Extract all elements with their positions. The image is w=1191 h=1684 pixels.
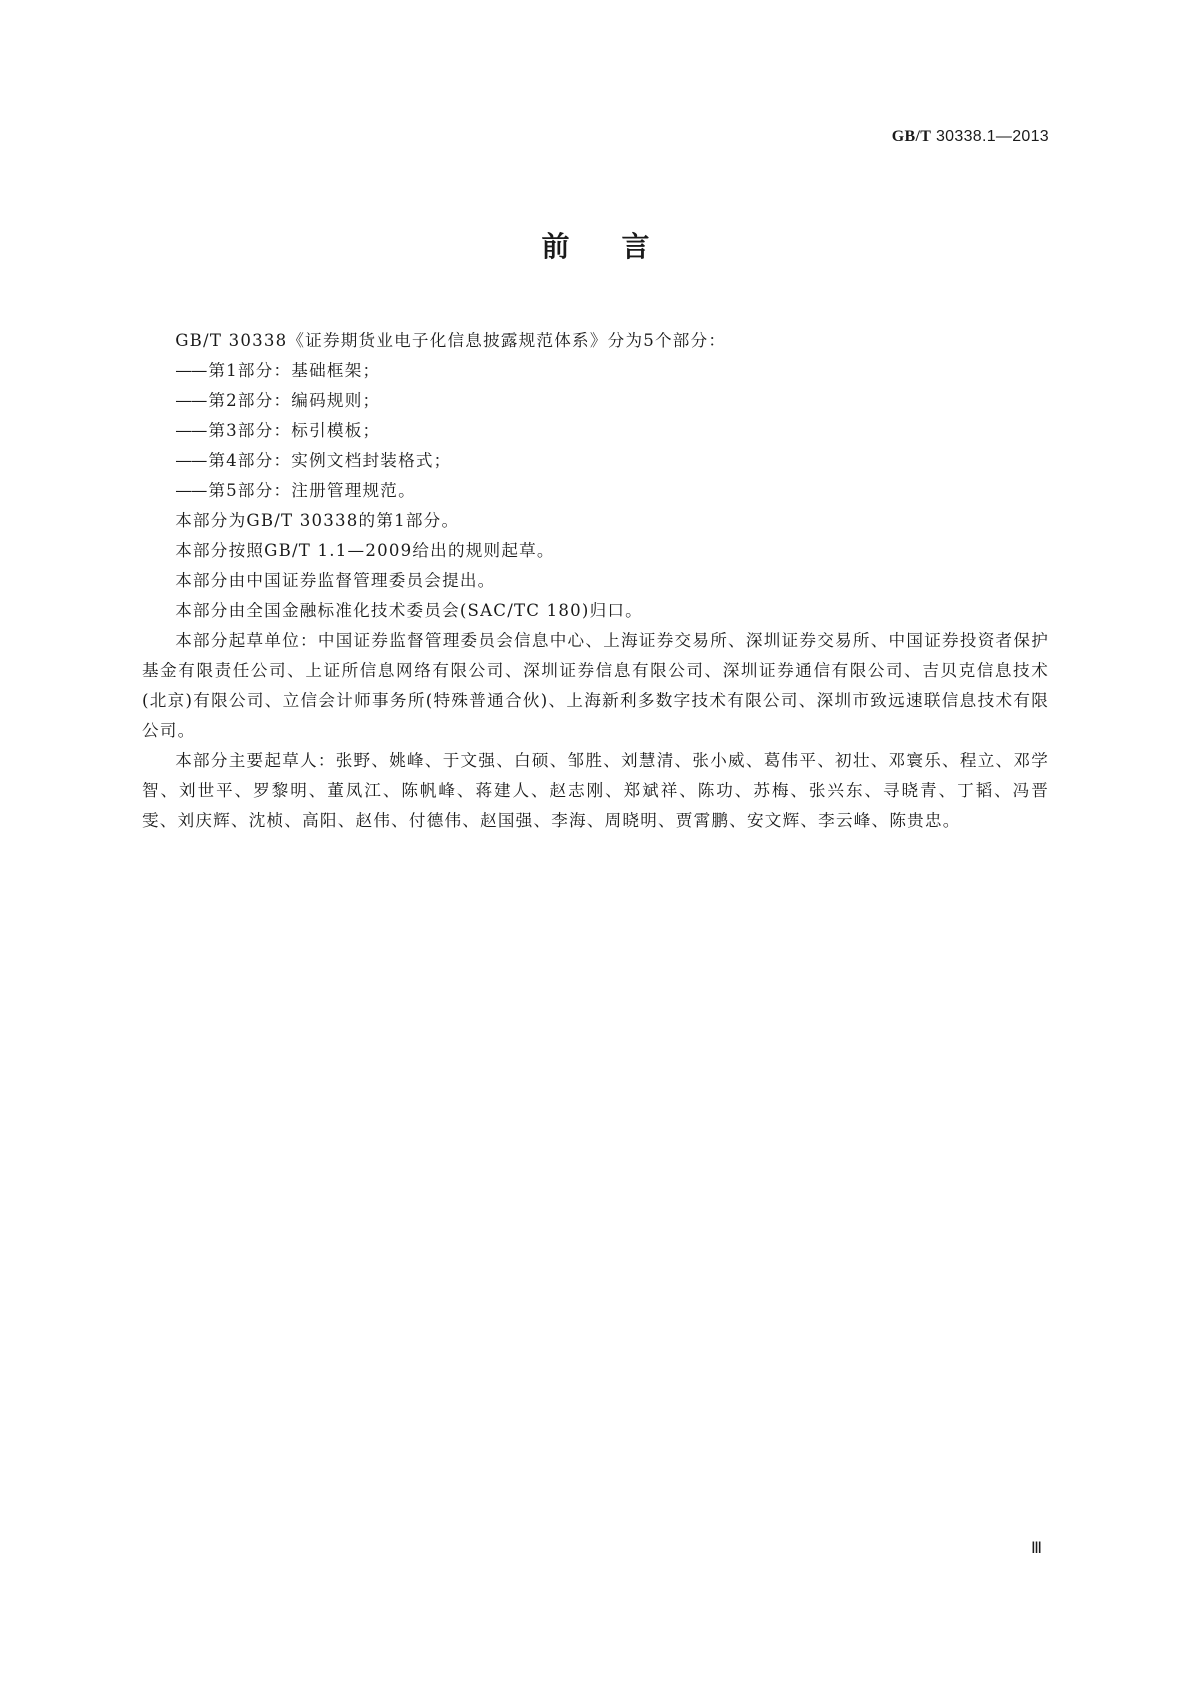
list-item-text: 第5部分：注册管理规范。	[208, 481, 416, 500]
list-dash: ——	[175, 391, 207, 410]
technical-committee-statement: 本部分由全国金融标准化技术委员会(SAC/TC 180)归口。	[175, 601, 643, 620]
list-dash: ——	[175, 421, 207, 440]
intro-paragraph: GB/T 30338《证券期货业电子化信息披露规范体系》分为5个部分：	[175, 331, 727, 350]
list-item	[142, 446, 1049, 476]
list-item-text: 第4部分：实例文档封装格式；	[208, 451, 452, 470]
foreword-body	[142, 326, 1049, 836]
list-dash: ——	[175, 361, 207, 380]
standard-prefix: GB/T	[891, 128, 932, 145]
list-item-text: 第1部分：基础框架；	[208, 361, 381, 380]
list-item-text: 第2部分：编码规则；	[208, 391, 381, 410]
page-title: 前言	[541, 230, 702, 263]
drafting-rules-statement: 本部分按照GB/T 1.1—2009给出的规则起草。	[175, 541, 555, 560]
page-number: Ⅲ	[1030, 1540, 1043, 1557]
list-dash: ——	[175, 451, 207, 470]
list-item	[142, 476, 1049, 506]
drafting-units-paragraph: 本部分起草单位：中国证券监督管理委员会信息中心、上海证券交易所、深圳证券交易所、中国证券投资者保护基金有限责任公司、上证所信息网络有限公司、深圳证券信息有限公司、深圳证券通信有限公司、吉贝克信息技术(北京)有限公司、立信会计师事务所(特殊普通合伙)、上海新利多数字技术有限公司、深圳市致远速联信息技术有限公司。	[142, 631, 1049, 740]
list-item	[142, 386, 1049, 416]
drafters-paragraph: 本部分主要起草人：张野、姚峰、于文强、白硕、邹胜、刘慧清、张小威、葛伟平、初壮、邓寰乐、程立、邓学智、刘世平、罗黎明、董凤江、陈帆峰、蒋建人、赵志刚、郑斌祥、陈功、苏梅、张兴东、寻晓青、丁韬、冯晋雯、刘庆辉、沈桢、高阳、赵伟、付德伟、赵国强、李海、周晓明、贾霄鹏、安文辉、李云峰、陈贵忠。	[142, 751, 1049, 830]
list-item	[142, 416, 1049, 446]
parts-list	[142, 356, 1049, 506]
list-item-text: 第3部分：标引模板；	[208, 421, 381, 440]
proposer-statement: 本部分由中国证券监督管理委员会提出。	[175, 571, 496, 590]
list-item	[142, 356, 1049, 386]
standard-code: 30338.1—2013	[935, 128, 1049, 145]
part-statement: 本部分为GB/T 30338的第1部分。	[175, 511, 460, 530]
standard-number	[892, 128, 1049, 146]
list-dash: ——	[175, 481, 207, 500]
